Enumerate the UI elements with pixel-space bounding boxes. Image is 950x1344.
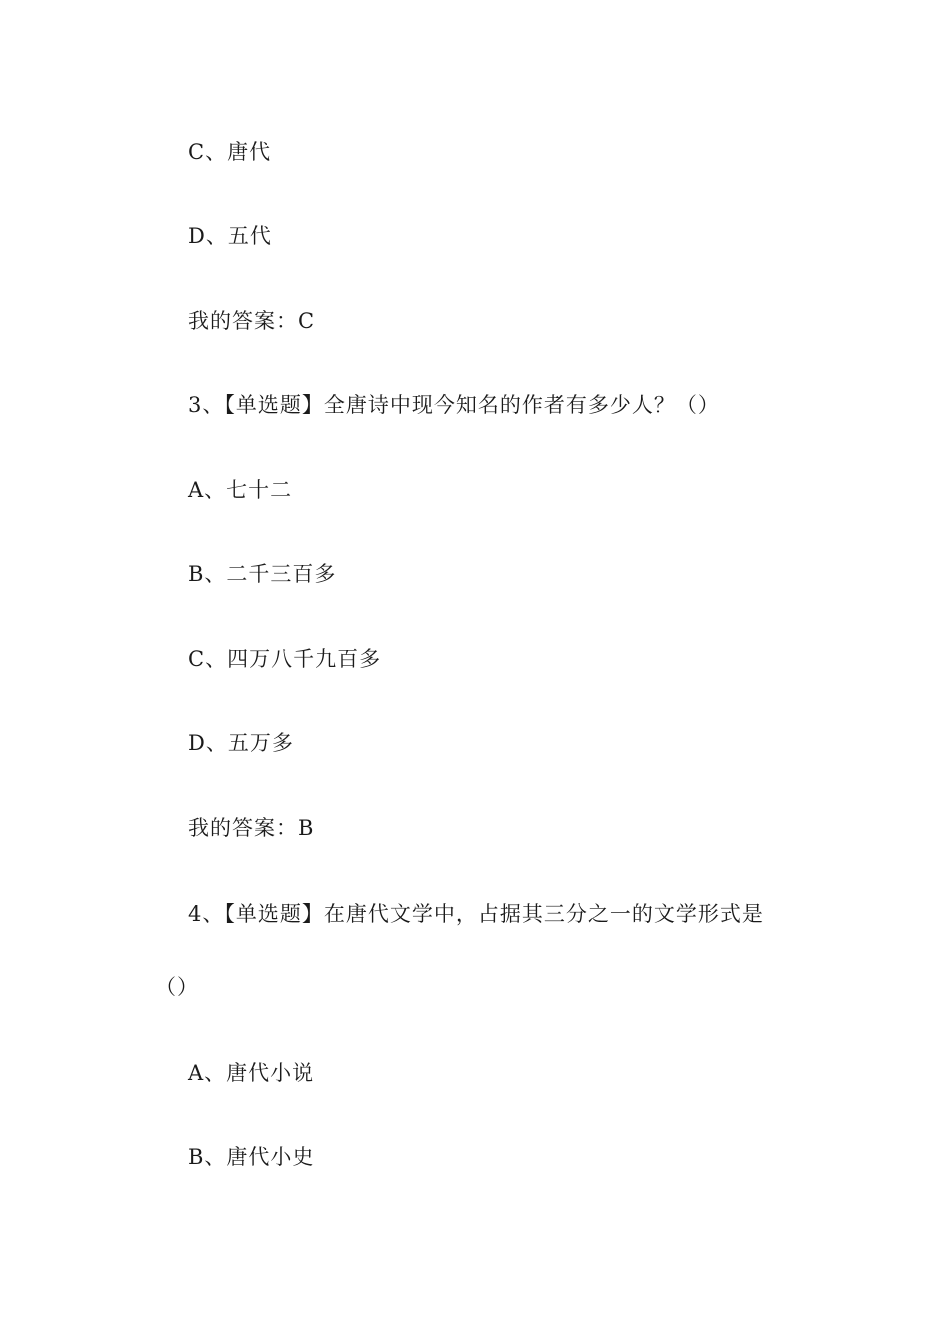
question-4-option-a: A、唐代小说 — [188, 1061, 315, 1085]
question-4-text: 4、【单选题】在唐代文学中，占据其三分之一的文学形式是 — [188, 902, 764, 926]
answer-previous-question: 我的答案：C — [188, 309, 316, 333]
question-4-text-continuation: （） — [155, 975, 199, 999]
question-3-option-c: C、四万八千九百多 — [188, 647, 382, 671]
question-3-option-a: A、七十二 — [188, 478, 293, 502]
question-3-option-d: D、五万多 — [188, 731, 294, 755]
question-3-answer: 我的答案：B — [188, 816, 315, 840]
question-4-option-b: B、唐代小史 — [188, 1145, 315, 1169]
option-c-previous-question: C、唐代 — [188, 140, 272, 164]
question-3-option-b: B、二千三百多 — [188, 562, 337, 586]
option-d-previous-question: D、五代 — [188, 224, 272, 248]
question-3-text: 3、【单选题】全唐诗中现今知名的作者有多少人？（） — [188, 393, 720, 417]
